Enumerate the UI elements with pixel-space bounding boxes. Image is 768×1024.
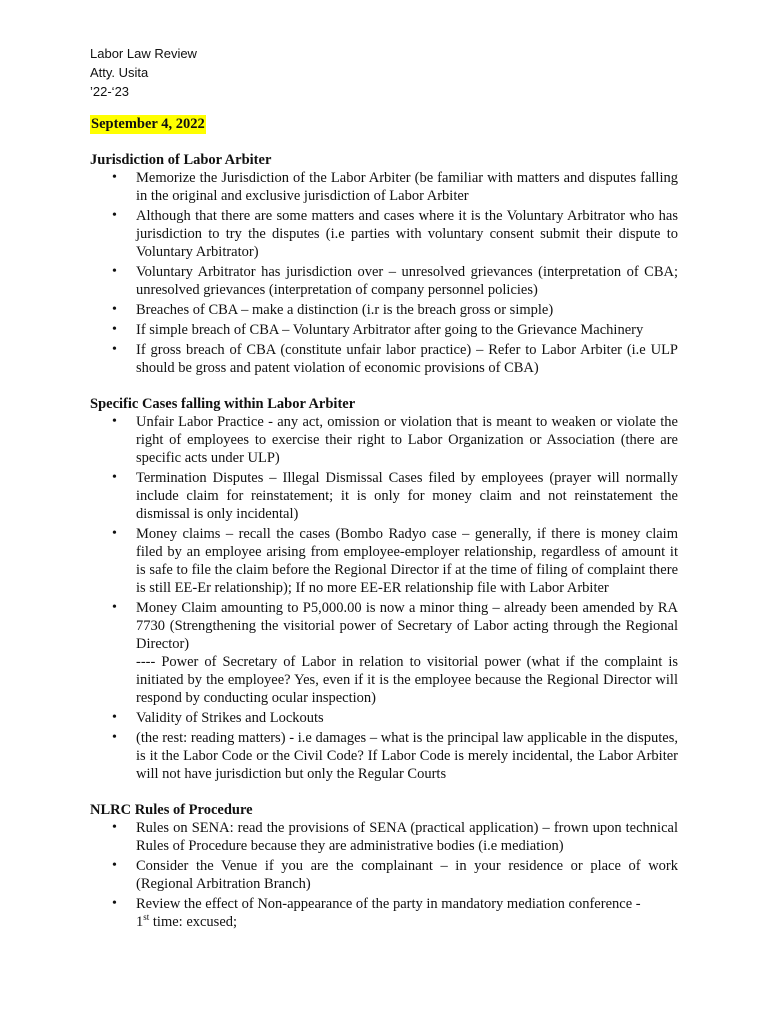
list-item bbox=[90, 599, 678, 707]
bullet-icon: • bbox=[112, 414, 117, 429]
list-item bbox=[90, 469, 678, 523]
list-item bbox=[90, 301, 678, 319]
list-item-text: If simple breach of CBA – Voluntary Arbitrator after going to the Grievance Machinery bbox=[136, 322, 644, 338]
ordinal-suffix: st bbox=[143, 912, 150, 923]
bullet-icon: • bbox=[112, 302, 117, 317]
list-item-text: Although that there are some matters and cases where it is the Voluntary Arbitrator who has jurisdiction to try the disputes (i.e parties with voluntary consent submit their dispute to Voluntary Arbitrator) bbox=[136, 208, 678, 260]
list-item bbox=[90, 857, 678, 893]
list-item-text: Rules on SENA: read the provisions of SENA (practical application) – frown upon technical Rules of Procedure because they are administrative bodies (i.e mediation) bbox=[136, 820, 678, 854]
subline-text: time: excused; bbox=[149, 914, 238, 930]
list-item bbox=[90, 341, 678, 377]
bullet-icon: • bbox=[112, 322, 117, 337]
bullet-icon: • bbox=[112, 710, 117, 725]
bullet-list bbox=[90, 819, 678, 931]
list-item-text: Money claims – recall the cases (Bombo Radyo case – generally, if there is money claim filed by an employee arising from employee-employer relationship, regardless of amount it is safe to file the claim before the Regional Director if at the time of filing of complaint there is still EE-Er relationship); If no more EE-ER relationship file with Labor Arbiter bbox=[136, 526, 678, 596]
bullet-icon: • bbox=[112, 730, 117, 745]
list-item bbox=[90, 169, 678, 205]
lecture-date: September 4, 2022 bbox=[91, 116, 205, 132]
list-item-text: (the rest: reading matters) - i.e damages – what is the principal law applicable in the disputes, is it the Labor Code or the Civil Code? If Labor Code is merely incidental, the Labor Arbiter will not have jurisdiction but only the Regular Courts bbox=[136, 730, 678, 782]
list-item-text: If gross breach of CBA (constitute unfair labor practice) – Refer to Labor Arbiter (i.e ULP should be gross and patent violation of economic provisions of CBA) bbox=[136, 342, 678, 376]
list-item-text: Money Claim amounting to P5,000.00 is now a minor thing – already been amended by RA 7730 (Strengthening the visitorial power of Secretary of Labor acting through the Regional Director) bbox=[136, 600, 678, 652]
list-item-text: Unfair Labor Practice - any act, omission or violation that is meant to weaken or violate the right of employees to exercise their right to Labor Organization or Association (there are specific acts under ULP) bbox=[136, 414, 678, 466]
list-item-text: Termination Disputes – Illegal Dismissal Cases filed by employees (prayer will normally include claim for reinstatement; it is only for money claim and not reinstatement the dismissal is only incidental) bbox=[136, 470, 678, 522]
section-jurisdiction bbox=[90, 151, 678, 377]
ordinal-number: 1 bbox=[136, 914, 144, 930]
bullet-icon: • bbox=[112, 208, 117, 223]
section-title: Specific Cases falling within Labor Arbiter bbox=[90, 396, 356, 412]
list-item bbox=[90, 413, 678, 467]
document-header bbox=[90, 44, 197, 101]
section-title: NLRC Rules of Procedure bbox=[90, 802, 253, 818]
list-item bbox=[90, 819, 678, 855]
list-item-text: Validity of Strikes and Lockouts bbox=[136, 710, 324, 726]
bullet-icon: • bbox=[112, 896, 117, 911]
bullet-list bbox=[90, 413, 678, 783]
bullet-icon: • bbox=[112, 170, 117, 185]
document-body bbox=[90, 151, 678, 949]
list-item-text: Consider the Venue if you are the complainant – in your residence or place of work (Regional Arbitration Branch) bbox=[136, 858, 678, 892]
course-name: Labor Law Review bbox=[90, 46, 197, 61]
list-item bbox=[90, 321, 678, 339]
list-item bbox=[90, 263, 678, 299]
list-item-text: Memorize the Jurisdiction of the Labor Arbiter (be familiar with matters and disputes falling in the original and exclusive jurisdiction of Labor Arbiter bbox=[136, 170, 678, 204]
bullet-icon: • bbox=[112, 858, 117, 873]
bullet-icon: • bbox=[112, 264, 117, 279]
list-item-note: ---- Power of Secretary of Labor in relation to visitorial power (what if the complaint is initiated by the employee? Yes, even if it is the employee because the Regional Director will respond by conducting ocular inspection) bbox=[136, 654, 678, 706]
list-item bbox=[90, 207, 678, 261]
bullet-icon: • bbox=[112, 470, 117, 485]
list-item bbox=[90, 895, 678, 931]
list-item-subline bbox=[136, 913, 678, 931]
bullet-icon: • bbox=[112, 526, 117, 541]
bullet-icon: • bbox=[112, 600, 117, 615]
instructor-name: Atty. Usita bbox=[90, 65, 149, 80]
section-title: Jurisdiction of Labor Arbiter bbox=[90, 152, 272, 168]
bullet-icon: • bbox=[112, 820, 117, 835]
bullet-list bbox=[90, 169, 678, 377]
list-item bbox=[90, 525, 678, 597]
section-specific-cases bbox=[90, 395, 678, 783]
list-item-text: Breaches of CBA – make a distinction (i.r is the breach gross or simple) bbox=[136, 302, 554, 318]
bullet-icon: • bbox=[112, 342, 117, 357]
school-year: ’22-‘23 bbox=[90, 84, 130, 99]
list-item bbox=[90, 729, 678, 783]
list-item-text: Voluntary Arbitrator has jurisdiction over – unresolved grievances (interpretation of CBA; unresolved grievances (interpretation of company personnel policies) bbox=[136, 264, 678, 298]
section-nlrc-rules bbox=[90, 801, 678, 931]
list-item bbox=[90, 709, 678, 727]
list-item-text: Review the effect of Non-appearance of the party in mandatory mediation conference - bbox=[136, 896, 641, 912]
